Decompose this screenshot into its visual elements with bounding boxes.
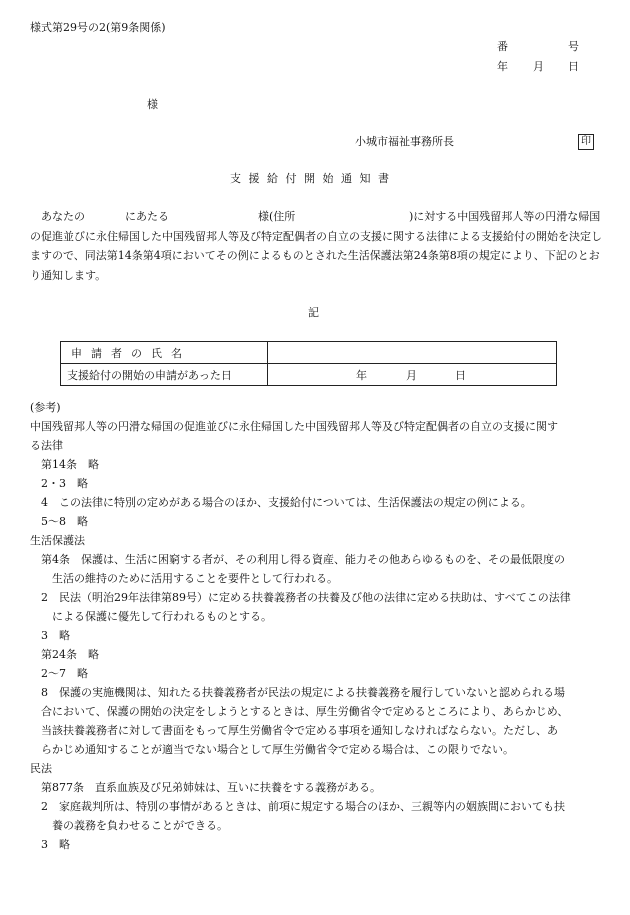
applicant-name-value <box>268 342 557 364</box>
reference-line: 当該扶養義務者に対して書面をもって厚生労働省令で定める事項を通知しなければならない。ただし、あ <box>41 724 558 737</box>
reference-line: 第4条 保護は、生活に困窮する者が、その利用し得る資産、能力その他あらゆるものを、その最低限度の <box>41 553 565 566</box>
body-anata-no: あなたの <box>41 210 85 223</box>
application-date-value <box>268 364 557 386</box>
body-paragraph: )に対する中国残留邦人等の円滑な帰国の促進並びに永住帰国した中国残留邦人等及び特定配偶者の自立の支援に関する法律による支援給付の開始を決定しますので、同法第14条第4項においてその例によるものとされた生活保護法第24条第8項の規定により、下記のとおり通知します。 <box>30 210 602 282</box>
reference-line: 第14条 略 <box>41 458 99 471</box>
table-year: 年 <box>356 369 367 382</box>
issuer-name: 小城市福祉事務所長 <box>355 135 454 148</box>
date-year: 年 <box>497 60 508 73</box>
reference-line: らかじめ通知することが適当でない場合として厚生労働省令で定める場合は、この限りでない。 <box>41 743 514 756</box>
reference-line: 5～8 略 <box>41 515 88 528</box>
reference-line: 4 この法律に特別の定めがある場合のほか、支援給付については、生活保護法の規定の例による。 <box>41 496 532 509</box>
reference-line: 3 略 <box>41 838 70 851</box>
reference-law-title-cont: る法律 <box>30 439 63 452</box>
date-month: 月 <box>533 60 544 73</box>
application-date-label: 支援給付の開始の申請があった日 <box>61 364 268 386</box>
reference-line: 第877条 直系血族及び兄弟姉妹は、互いに扶養をする義務がある。 <box>41 781 381 794</box>
reference-line: 生活の維持のために活用することを要件として行われる。 <box>52 572 338 585</box>
table-day: 日 <box>455 369 466 382</box>
applicant-name-label: 申請者の氏名 <box>61 342 268 364</box>
form-label: 様式第29号の2(第9条関係) <box>30 21 166 34</box>
table-month: 月 <box>406 369 417 382</box>
reference-law-title: 中国残留邦人等の円滑な帰国の促進並びに永住帰国した中国残留邦人等及び特定配偶者の自立の支援に関す <box>30 420 558 433</box>
table-row <box>61 364 557 386</box>
reference-law-title: 生活保護法 <box>30 534 85 547</box>
reference-heading: (参考) <box>30 401 61 414</box>
reference-line: 2 民法（明治29年法律第89号）に定める扶養義務者の扶養及び他の法律に定める扶助は、すべてこの法律 <box>41 591 571 604</box>
reference-line: による保護に優先して行われるものとする。 <box>52 610 272 623</box>
date-day: 日 <box>568 60 579 73</box>
reference-line: 合において、保護の開始の決定をしようとするときは、厚生労働省令で定めるところにより、あらかじめ、 <box>41 705 569 718</box>
body-sama-address: 様(住所 <box>258 210 296 223</box>
document-title: 支 援 給 付 開 始 通 知 書 <box>230 172 391 185</box>
reference-line: 3 略 <box>41 629 70 642</box>
table-row <box>61 342 557 364</box>
reference-line: 2 家庭裁判所は、特別の事情があるときは、前項に規定する場合のほか、三親等内の姻族間においても扶 <box>41 800 565 813</box>
number-char: 番 <box>497 40 508 53</box>
addressee-suffix: 様 <box>147 98 158 111</box>
number-suffix: 号 <box>568 40 579 53</box>
seal-mark: 印 <box>578 134 594 150</box>
reference-line: 8 保護の実施機関は、知れたる扶養義務者が民法の規定による扶養義務を履行していないと認められる場 <box>41 686 565 699</box>
reference-line: 第24条 略 <box>41 648 99 661</box>
ki-mark: 記 <box>308 306 319 319</box>
application-table <box>60 341 557 386</box>
reference-line: 2～7 略 <box>41 667 88 680</box>
reference-line: 2・3 略 <box>41 477 88 490</box>
reference-line: 養の義務を負わせることができる。 <box>52 819 228 832</box>
body-ni-ataru: にあたる <box>125 210 169 223</box>
reference-law-title: 民法 <box>30 762 52 775</box>
